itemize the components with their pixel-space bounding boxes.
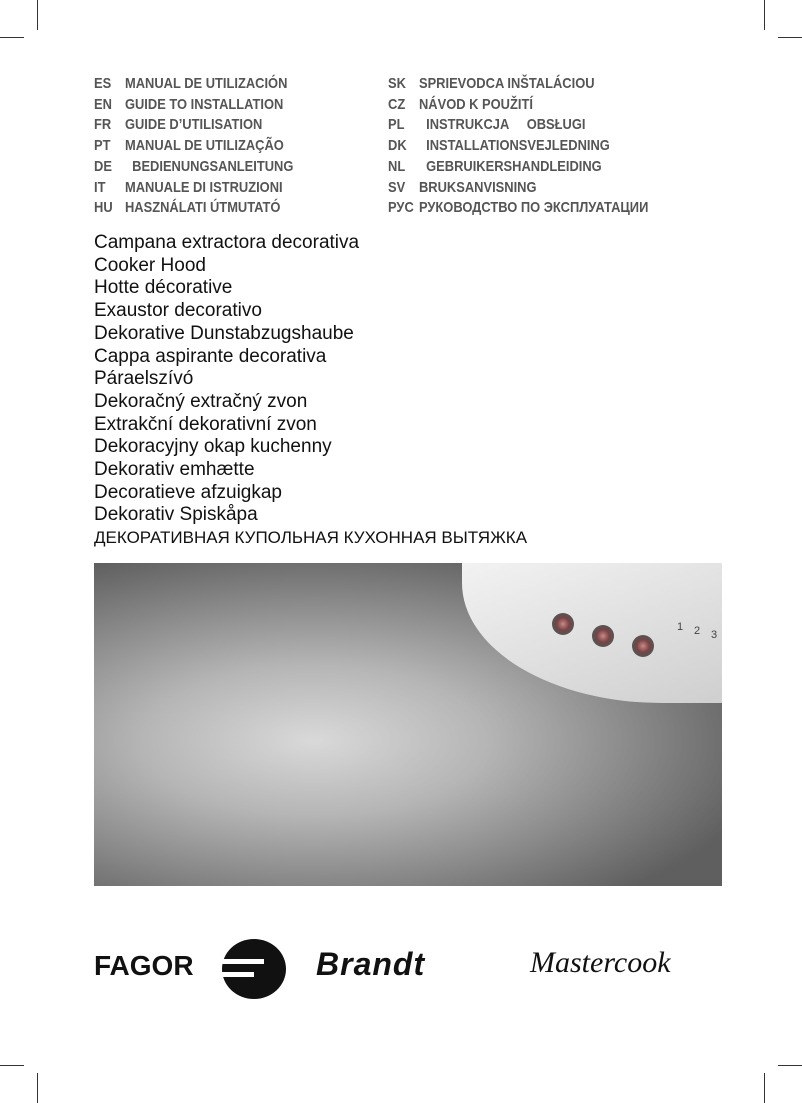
crop-mark — [778, 37, 802, 38]
language-entry — [388, 74, 648, 95]
language-code: SV — [388, 178, 406, 196]
language-entry — [388, 178, 648, 199]
product-title: Dekoracyjny okap kuchenny — [94, 436, 332, 458]
product-title: Extrakční dekorativní zvon — [94, 413, 317, 435]
fagor-emblem-icon — [222, 939, 286, 999]
product-title: Dekoračný extračný zvon — [94, 390, 308, 412]
cover-photo — [94, 563, 722, 886]
product-title: Cappa aspirante decorativa — [94, 345, 327, 367]
language-entry — [388, 157, 648, 178]
language-code: NL — [388, 157, 406, 175]
language-entry — [94, 136, 293, 157]
product-title: Hotte décorative — [94, 277, 233, 299]
manual-type-label: MANUALE DI ISTRUZIONI — [124, 178, 283, 196]
product-title: Exaustor decorativo — [94, 300, 262, 322]
product-title: Campana extractora decorativa — [94, 232, 360, 253]
language-code: FR — [94, 116, 112, 134]
language-code: CZ — [388, 95, 406, 113]
language-entry — [388, 95, 648, 116]
manual-type-label: MANUAL DE UTILIZAÇÃO — [124, 137, 284, 155]
language-entry — [94, 178, 293, 199]
language-list-right — [388, 74, 648, 219]
language-entry — [94, 198, 293, 219]
crop-mark — [0, 37, 24, 38]
language-code: PT — [94, 137, 111, 155]
crop-mark — [37, 1073, 38, 1103]
language-code: EN — [94, 95, 112, 113]
power-button — [592, 625, 614, 647]
product-title: Dekorativ Spiskåpa — [94, 504, 258, 526]
manual-type-label: GUIDE TO INSTALLATION — [124, 95, 284, 113]
product-title: Dekorativ emhætte — [94, 459, 255, 481]
manual-type-label: BEDIENUNGSANLEITUNG — [124, 157, 294, 175]
language-code: HU — [94, 199, 113, 217]
language-code: РУС — [388, 199, 414, 217]
speed-label-2: 2 — [694, 625, 701, 637]
crop-mark — [0, 1065, 24, 1066]
language-entry — [388, 136, 648, 157]
manual-type-label: РУКОВОДСТВО ПО ЭКСПЛУАТАЦИИ — [418, 199, 649, 217]
language-code: ES — [94, 75, 112, 92]
manual-type-label: GEBRUIKERSHANDLEIDING — [418, 157, 602, 175]
crop-mark — [764, 1073, 765, 1103]
manual-type-label: HASZNÁLATI ÚTMUTATÓ — [124, 199, 281, 217]
language-entry — [94, 115, 293, 136]
mastercook-logo: Mastercook — [530, 946, 671, 979]
manual-type-label: GUIDE D’UTILISATION — [124, 116, 263, 134]
manual-type-label: SPRIEVODCA INŠTALÁCIOU — [418, 75, 595, 92]
language-entry — [94, 157, 293, 178]
language-entry — [388, 115, 648, 136]
language-entry — [94, 95, 293, 116]
crop-mark — [37, 0, 38, 30]
product-title: Dekorative Dunstabzugshaube — [94, 322, 354, 344]
speed-label-3: 3 — [711, 629, 718, 641]
manual-type-label: NÁVOD K POUŽITÍ — [418, 95, 533, 113]
language-code: PL — [388, 116, 405, 134]
language-code: DK — [388, 137, 407, 155]
brandt-logo: Brandt — [316, 946, 426, 982]
fagor-logo: FAGOR — [94, 950, 194, 981]
product-title: Páraelszívó — [94, 368, 194, 390]
light-button — [552, 613, 574, 635]
hood-control-panel — [462, 563, 722, 703]
manual-type-label: BRUKSANVISNING — [418, 178, 537, 196]
crop-mark — [764, 0, 765, 30]
manual-type-label: MANUAL DE UTILIZACIÓN — [124, 75, 288, 92]
manual-type-label: INSTALLATIONSVEJLEDNING — [418, 137, 610, 155]
product-title: Decoratieve afzuigkap — [94, 481, 282, 503]
speed-label-1: 1 — [677, 621, 684, 633]
product-title: Cooker Hood — [94, 254, 206, 276]
language-entry — [94, 74, 293, 95]
language-code: DE — [94, 157, 112, 175]
product-titles — [94, 232, 527, 550]
language-list-left — [94, 74, 293, 219]
language-entry — [388, 198, 648, 219]
crop-mark — [778, 1065, 802, 1066]
speed-button — [632, 635, 654, 657]
manual-type-label: INSTRUKCJA OBSŁUGI — [418, 116, 586, 134]
product-title: ДЕКОРАТИВНАЯ КУПОЛЬНАЯ КУХОННАЯ ВЫТЯЖКА — [94, 528, 528, 548]
language-code: SK — [388, 75, 406, 92]
language-code: IT — [94, 178, 106, 196]
